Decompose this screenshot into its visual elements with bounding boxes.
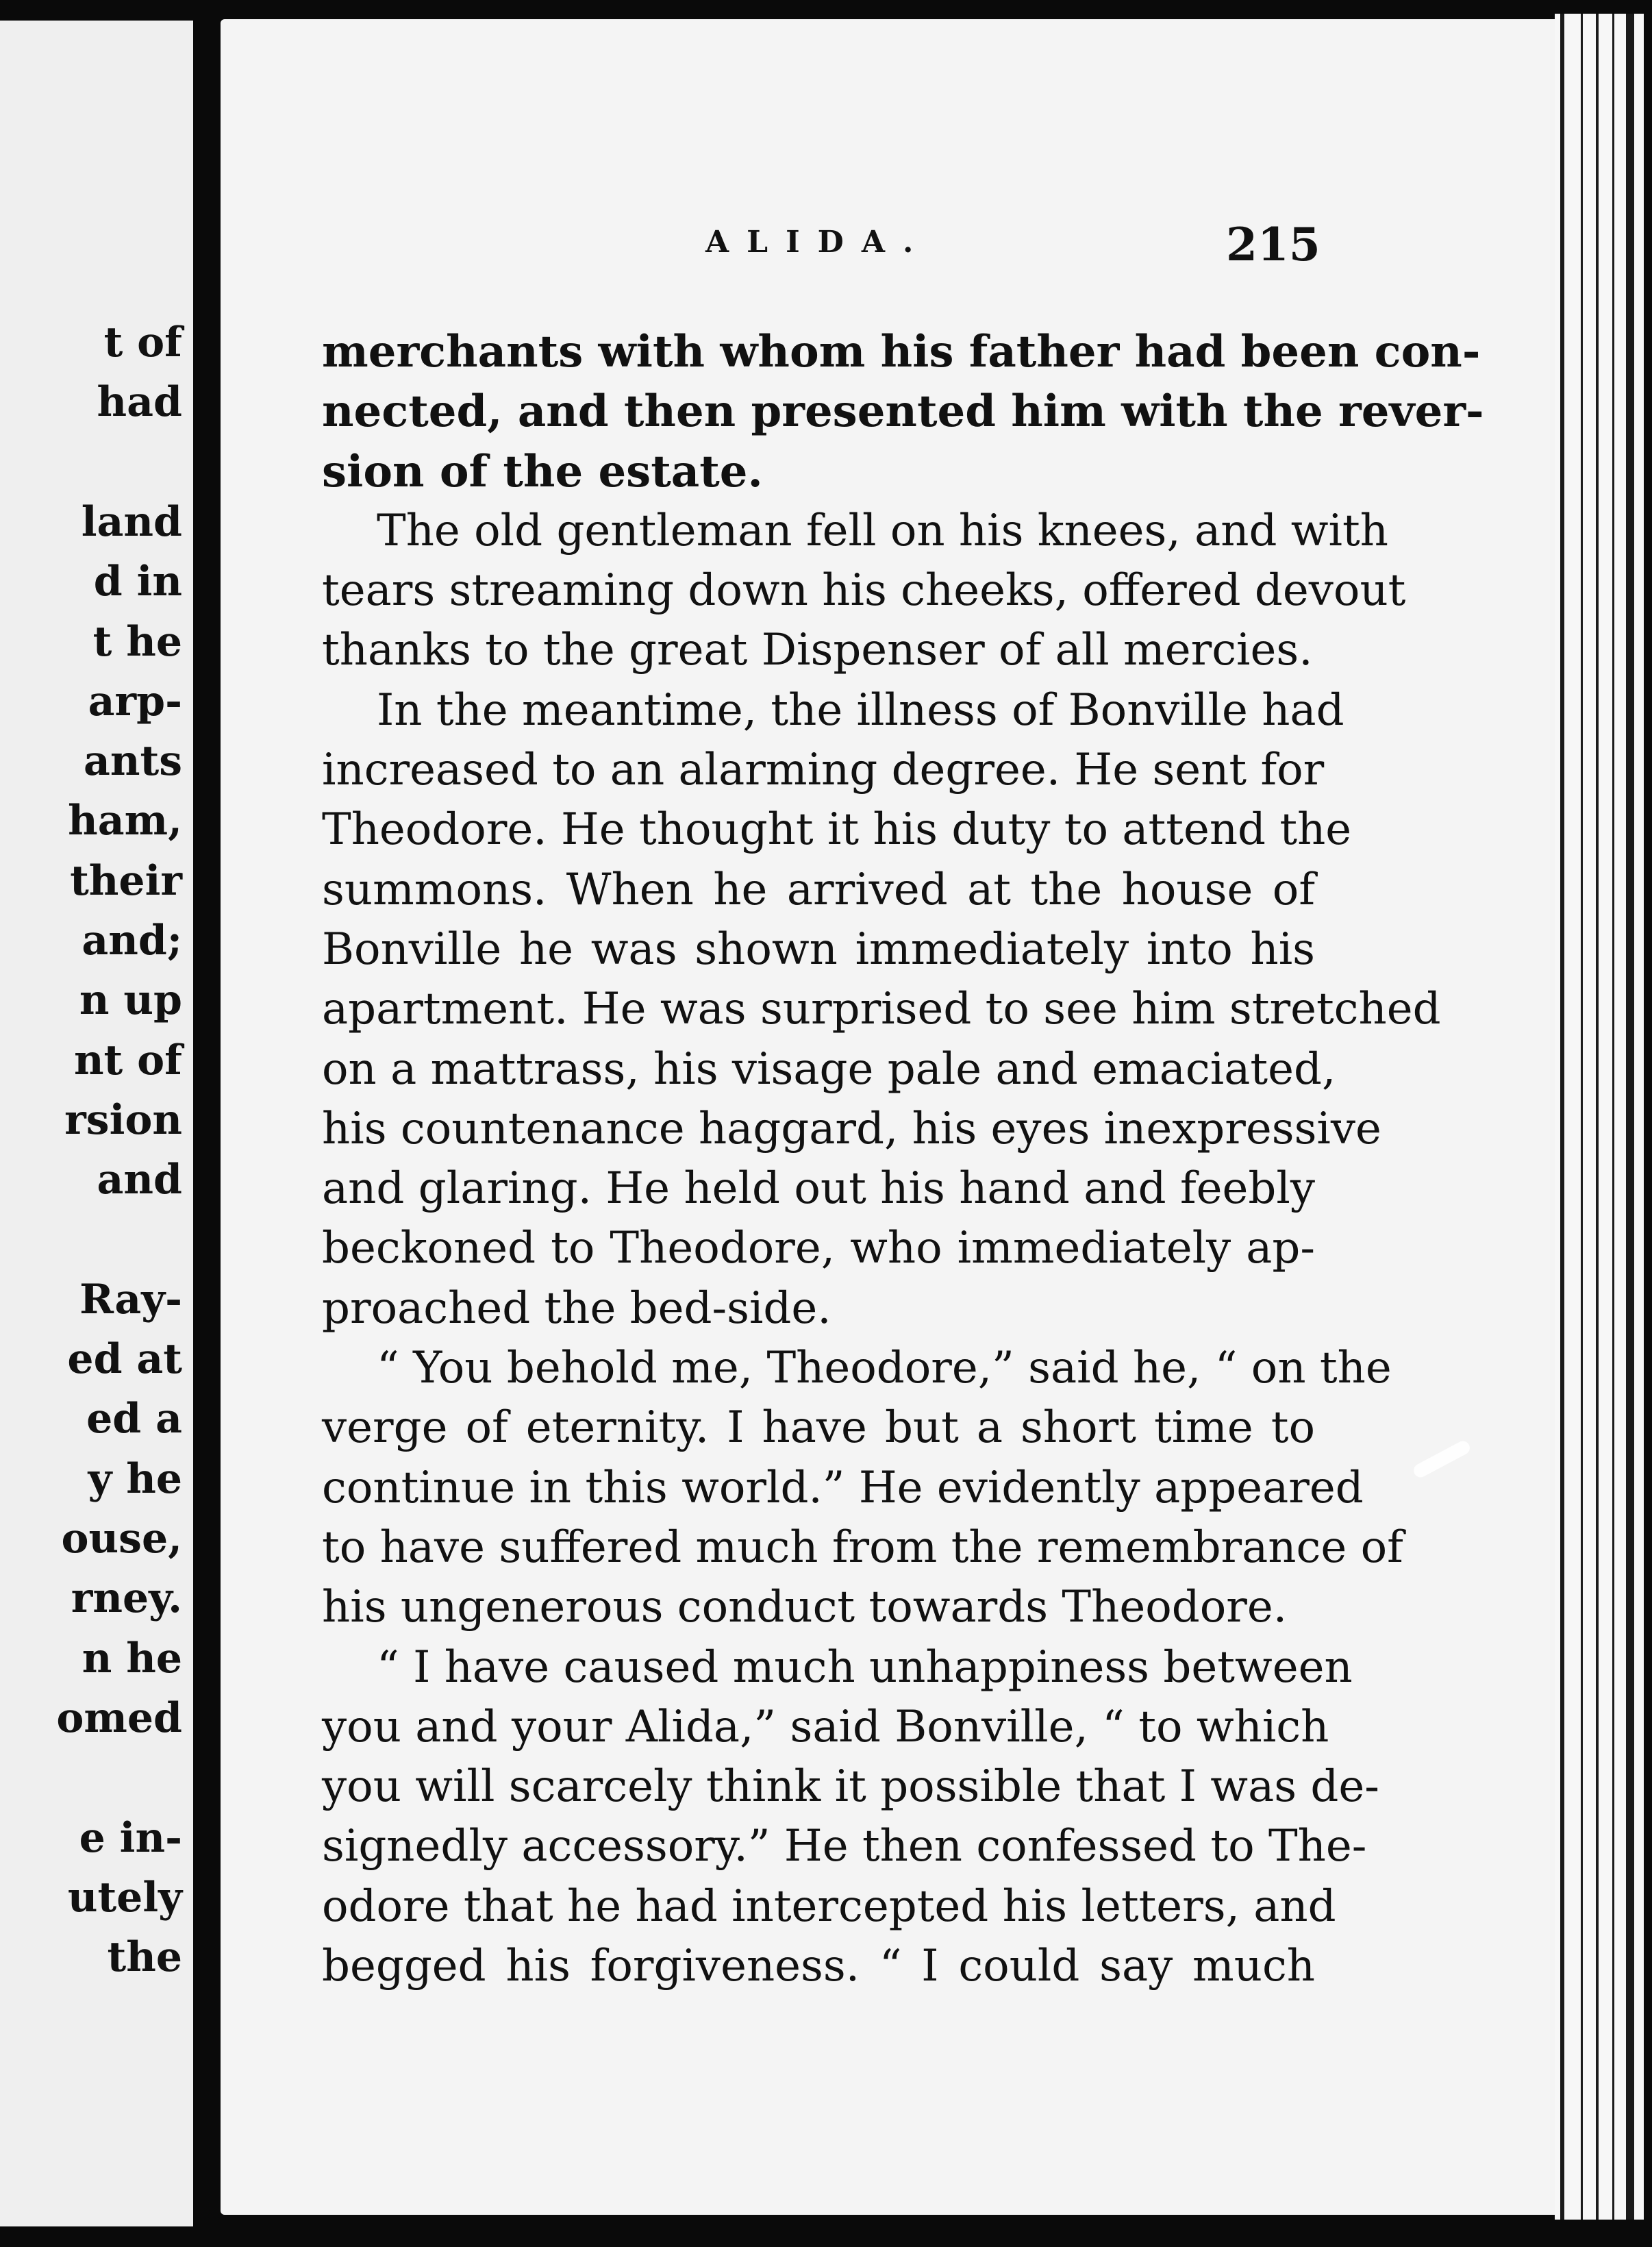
left-page-fragment: rney. [71,1574,182,1623]
left-page-fragment: ouse, [61,1515,182,1563]
text-line: and glaring. He held out his hand and feebly [322,1163,1315,1215]
left-page-fragment: y he [88,1454,182,1503]
text-line: summons. When he arrived at the house of [322,864,1315,915]
left-page-fragment: n up [79,976,182,1025]
left-page-fragment: land [81,497,182,546]
text-line: to have suffered much from the remembrance of [322,1522,1403,1573]
text-line: sion of the estate. [322,445,763,497]
text-line: Bonville he was shown immediately into his [322,923,1315,975]
left-page-fragment: n he [82,1634,182,1683]
text-line: Theodore. He thought it his duty to attend the [322,804,1352,856]
left-page-fragment: rsion [64,1095,182,1144]
text-line: begged his forgiveness. “ I could say much [322,1941,1315,1992]
page-number: 215 [1226,218,1321,271]
left-page-fragment: utely [67,1873,182,1922]
left-page-fragment: t of [103,319,182,367]
left-page-fragment: d in [93,558,182,606]
left-page-fragment: t he [92,617,182,666]
left-page-fragment: arp- [88,677,182,725]
text-line: proached the bed-side. [322,1282,831,1334]
facing-page-left [0,21,193,2226]
left-page-fragment: ham, [68,797,182,845]
text-line: his ungenerous conduct towards Theodore. [322,1582,1288,1633]
left-page-fragment: Ray- [79,1275,182,1324]
text-line: tears streaming down his cheeks, offered devout [322,565,1406,617]
text-line: The old gentleman fell on his knees, and with [377,505,1388,556]
left-page-fragment: ed a [86,1395,182,1443]
text-line: on a mattrass, his visage pale and emaciated, [322,1043,1336,1095]
text-line: signedly accessory.” He then confessed to The- [322,1821,1367,1872]
text-line: “ You behold me, Theodore,” said he, “ on the [377,1343,1392,1394]
text-line: continue in this world.” He evidently appeared [322,1462,1364,1513]
running-title: ALIDA. [705,225,931,260]
text-line: odore that he had intercepted his letters, and [322,1880,1336,1932]
text-line: “ I have caused much unhappiness between [377,1641,1353,1693]
text-line: you will scarcely think it possible that I was de- [322,1761,1379,1813]
left-page-fragment: ed at [67,1335,182,1384]
left-page-fragment: their [70,856,182,905]
left-page-fragment: omed [56,1693,182,1742]
left-page-fragment: nt of [73,1036,182,1084]
page-edge [1555,14,1644,2220]
text-line: you and your Alida,” said Bonville, “ to which [322,1701,1329,1752]
body-text [322,322,1484,1996]
text-line: his countenance haggard, his eyes inexpressive [322,1103,1381,1154]
text-line: verge of eternity. I have but a short time to [322,1402,1315,1454]
left-page-fragment: had [97,378,182,427]
text-line: apartment. He was surprised to see him stretched [322,984,1441,1035]
left-page-fragment: the [107,1933,182,1982]
text-line: beckoned to Theodore, who immediately ap- [322,1223,1315,1274]
left-page-fragment: and [97,1156,182,1204]
text-line: increased to an alarming degree. He sent for [322,745,1325,796]
text-line: merchants with whom his father had been con- [322,326,1481,377]
text-line: In the meantime, the illness of Bonville had [377,684,1344,736]
text-line: nected, and then presented him with the rever- [322,386,1484,438]
left-page-fragment: ants [84,737,182,786]
left-page-fragment: e in- [79,1813,182,1862]
left-page-fragment: and; [82,917,182,965]
text-line: thanks to the great Dispenser of all mercies. [322,625,1313,676]
